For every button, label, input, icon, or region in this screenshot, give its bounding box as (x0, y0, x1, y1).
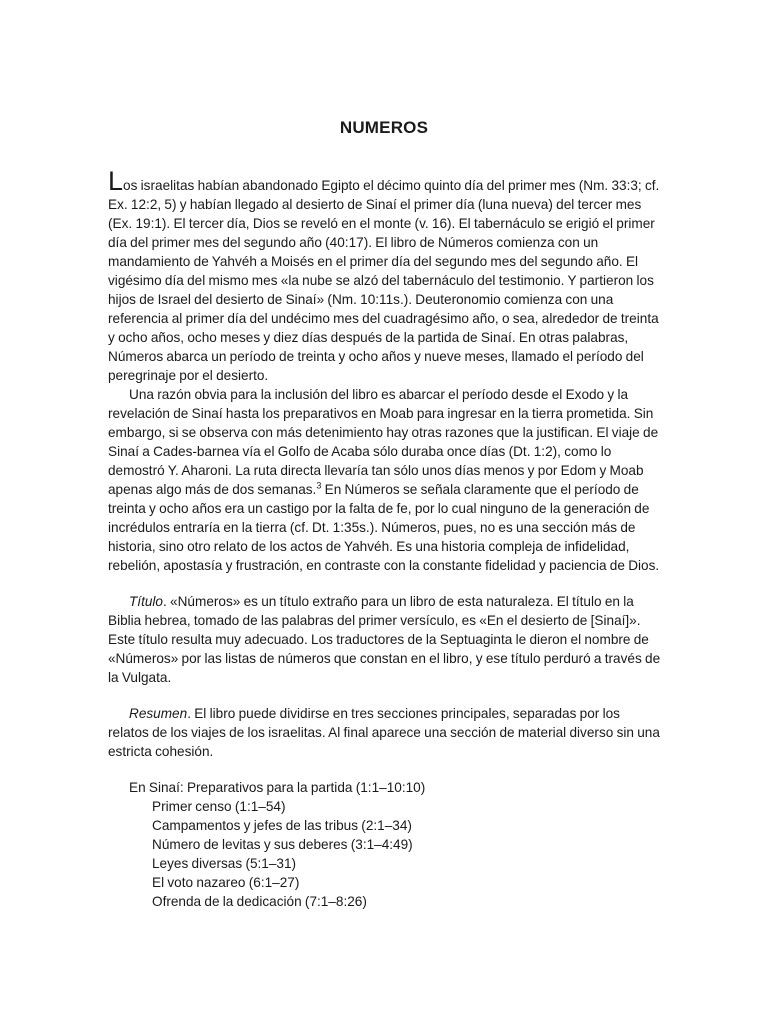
drop-cap: L (108, 166, 124, 196)
paragraph-reason-text-cont: En Números se señala claramente que el período de treinta y ocho años era un castigo por la falta de fe, por lo cual ninguno de la generación de incrédulos entraría en la tierra (cf. Dt. 1:35s.). Números, pues, no es una sección más de historia, sino otro relato de los actos de Yahvéh. Es una historia compleja de infidelidad, rebelión, apostasía y frustración, en contraste con la constante fidelidad y paciencia de Dios. (108, 482, 660, 573)
outline-item: Ofrenda de la dedicación (7:1–8:26) (152, 894, 367, 909)
section-label-titulo: Título (129, 594, 163, 609)
outline-section: En Sinaí: Preparativos para la partida (1:1–10:10) (129, 780, 426, 795)
document-body (108, 166, 663, 911)
outline-item: El voto nazareo (6:1–27) (152, 875, 300, 890)
paragraph-title (108, 592, 663, 687)
paragraph-reason-text: Una razón obvia para la inclusión del libro es abarcar el período desde el Exodo y la revelación de Sinaí hasta los preparativos en Moab para ingresar en la tierra prometida. Sin embargo, si se observa con más detenimiento hay otras razones que la justifican. El viaje de Sinaí a Cades-barnea vía el Golfo de Acaba sólo duraba once días (Dt. 1:2), como lo demostró Y. Aharoni. La ruta directa llevaría tan sólo unos días menos y por Edom y Moab apenas algo más de dos semanas. (108, 387, 659, 497)
outline-item: Campamentos y jefes de las tribus (2:1–34) (152, 818, 412, 833)
paragraph-summary-text: . El libro puede dividirse en tres secciones principales, separadas por los relatos de los viajes de los israelitas. Al final aparece una sección de material diverso sin una estricta cohesión. (108, 706, 660, 759)
outline-item: Leyes diversas (5:1–31) (152, 856, 297, 871)
paragraph-intro-text: os israelitas habían abandonado Egipto el décimo quinto día del primer mes (Nm. 33:3; cf. Ex. 12:2, 5) y habían llegado al desierto de Sinaí el primer día (luna nueva) del tercer mes (Ex. 19:1). El tercer día, Dios se reveló en el monte (v. 16). El tabernáculo se erigió el primer día del primer mes del segundo año (40:17). El libro de Números comienza con un mandamiento de Yahvéh a Moisés en el primer día del segundo mes del segundo año. El vigésimo día del mismo mes «la nube se alzó del tabernáculo del testimonio. Y partieron los hijos de Israel del desierto de Sinaí» (Nm. 10:11s.). Deuteronomio comienza con una referencia al primer día del undécimo mes del cuadragésimo año, o sea, alrededor de treinta y ocho años, ocho meses y diez días después de la partida de Sinaí. En otras palabras, Números abarca un período de treinta y ocho años y nueve meses, llamado el período del peregrinaje por el desierto. (108, 178, 660, 383)
page-title: NUMEROS (339, 118, 429, 137)
outline-item: Número de levitas y sus deberes (3:1–4:49) (152, 837, 413, 852)
paragraph-reason (108, 385, 663, 575)
outline-item: Primer censo (1:1–54) (152, 799, 286, 814)
paragraph-title-text: . «Números» es un título extraño para un libro de esta naturaleza. El título en la Biblia hebrea, tomado de las palabras del primer versículo, es «En el desierto de [Sinaí]». Este título resulta muy adecuado. Los traductores de la Septuaginta le dieron el nombre de «Números» por las listas de números que constan en el libro, y ese título perduró a través de la Vulgata. (108, 594, 661, 685)
section-label-resumen: Resumen (129, 706, 188, 721)
paragraph-intro (108, 166, 663, 385)
paragraph-summary (108, 704, 663, 761)
footnote-marker: 3 (316, 480, 322, 491)
outline-list (108, 778, 663, 911)
